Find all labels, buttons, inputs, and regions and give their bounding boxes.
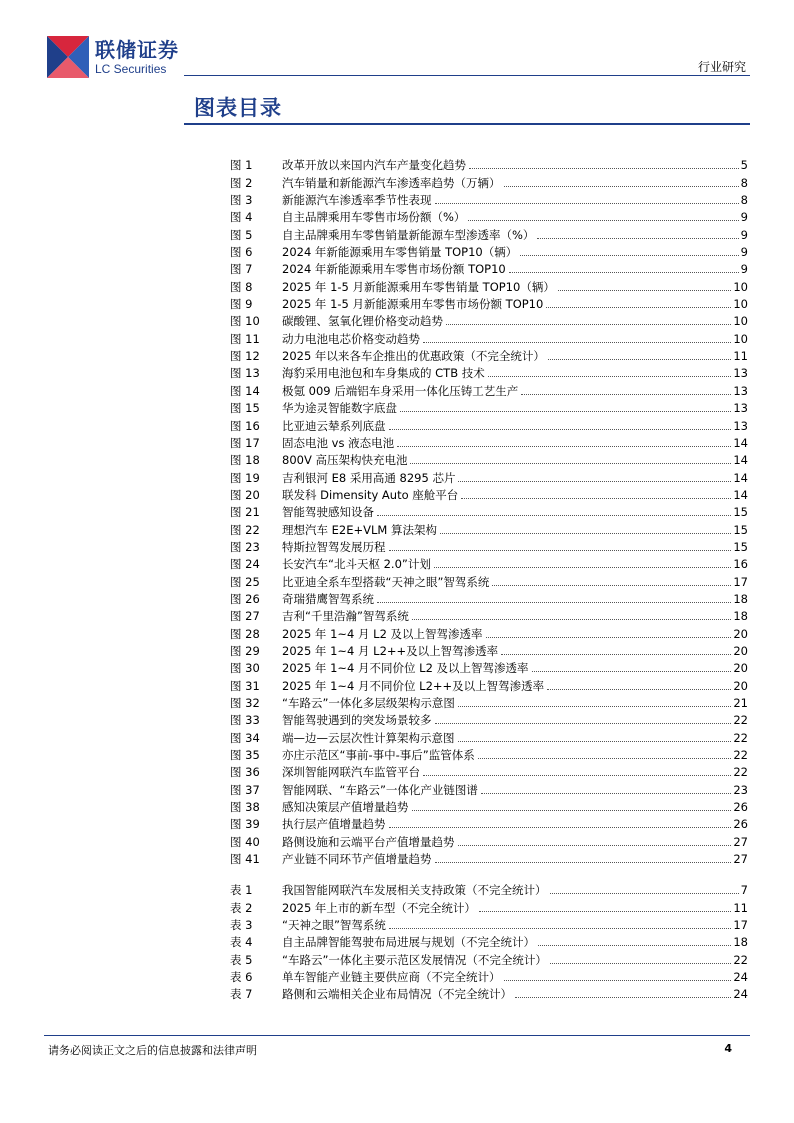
- figure-entry[interactable]: [230, 468, 748, 485]
- figure-title: 2025 年以来各车企推出的优惠政策（不完全统计）: [282, 349, 545, 364]
- figure-label: 图 5: [230, 227, 253, 242]
- figure-page: 20: [733, 678, 748, 693]
- figure-entry[interactable]: [230, 728, 748, 745]
- table-entry[interactable]: [230, 933, 748, 950]
- figure-page: 8: [740, 175, 748, 190]
- dot-leader: [446, 324, 731, 325]
- dot-leader: [548, 359, 731, 360]
- table-title: 路侧和云端相关企业布局情况（不完全统计）: [282, 987, 512, 1002]
- figure-page: 15: [733, 539, 748, 554]
- figure-title: 2025 年 1~4 月不同价位 L2++及以上智驾渗透率: [282, 678, 545, 693]
- figure-title: 比亚迪云辇系列底盘: [282, 418, 386, 433]
- figure-page: 11: [733, 349, 748, 364]
- figure-label: 图 22: [230, 522, 260, 537]
- figure-page: 13: [733, 418, 748, 433]
- figure-title: 2025 年 1~4 月 L2 及以上智驾渗透率: [282, 626, 483, 641]
- figure-label: 图 6: [230, 245, 253, 260]
- figure-page: 13: [733, 401, 748, 416]
- figure-title: 汽车销量和新能源汽车渗透率趋势（万辆）: [282, 175, 501, 190]
- table-label: 表 7: [230, 987, 253, 1002]
- figure-entry[interactable]: [230, 364, 748, 381]
- table-label: 表 3: [230, 918, 253, 933]
- dot-leader: [558, 290, 732, 291]
- dot-leader: [504, 186, 739, 187]
- figure-page: 22: [733, 713, 748, 728]
- figure-page: 27: [733, 852, 748, 867]
- figure-entry[interactable]: [230, 676, 748, 693]
- figure-title: 特斯拉智驾发展历程: [282, 539, 386, 554]
- figure-list: [230, 156, 748, 867]
- title-box: [184, 88, 750, 125]
- figure-entry[interactable]: [230, 538, 748, 555]
- dot-leader: [435, 723, 732, 724]
- figure-label: 图 25: [230, 574, 260, 589]
- figure-page: 9: [740, 210, 748, 225]
- table-entry[interactable]: [230, 985, 748, 1002]
- figure-page: 8: [740, 193, 748, 208]
- figure-label: 图 26: [230, 591, 260, 606]
- figure-entry[interactable]: [230, 191, 748, 208]
- figure-label: 图 34: [230, 730, 260, 745]
- table-label: 表 1: [230, 883, 253, 898]
- figure-label: 图 7: [230, 262, 253, 277]
- figure-title: 2024 年新能源乘用车零售销量 TOP10（辆）: [282, 245, 518, 260]
- figure-entry[interactable]: [230, 798, 748, 815]
- dot-leader: [504, 980, 732, 981]
- figure-entry[interactable]: [230, 815, 748, 832]
- dot-leader: [377, 515, 731, 516]
- figure-page: 15: [733, 505, 748, 520]
- figure-label: 图 4: [230, 210, 253, 225]
- dot-leader: [478, 758, 732, 759]
- dot-leader: [412, 810, 732, 811]
- figure-page: 10: [733, 279, 748, 294]
- table-label: 表 5: [230, 952, 253, 967]
- figure-entry[interactable]: [230, 243, 748, 260]
- table-title: “天神之眼”智驾系统: [282, 918, 386, 933]
- section-label: 行业研究: [697, 60, 746, 74]
- figure-title: 800V 高压架构快充电池: [282, 453, 408, 468]
- dot-leader: [389, 827, 732, 828]
- figure-title: 碳酸锂、氢氧化锂价格变动趋势: [282, 314, 443, 329]
- figure-page: 21: [733, 696, 748, 710]
- figure-entry[interactable]: [230, 780, 748, 797]
- table-page: 7: [740, 883, 748, 898]
- figure-entry[interactable]: [230, 225, 748, 242]
- brand-name-en: LC Securities: [95, 61, 167, 76]
- figure-entry[interactable]: [230, 347, 748, 364]
- table-entry[interactable]: [230, 916, 748, 933]
- figure-label: 图 17: [230, 435, 260, 450]
- figure-page: 14: [733, 470, 748, 485]
- figure-label: 图 9: [230, 297, 253, 312]
- lc-securities-logo-icon: [47, 36, 89, 78]
- figure-entry[interactable]: [230, 260, 748, 277]
- dot-leader: [397, 446, 731, 447]
- dot-leader: [389, 550, 732, 551]
- figure-entry[interactable]: [230, 694, 748, 711]
- company-logo: [47, 36, 179, 78]
- figure-page: 13: [733, 383, 748, 398]
- dot-leader: [423, 342, 731, 343]
- figure-title: 2025 年 1~4 月 L2++及以上智驾渗透率: [282, 643, 499, 658]
- figure-title: 华为途灵智能数字底盘: [282, 401, 397, 416]
- figure-page: 26: [733, 817, 748, 832]
- figure-entry[interactable]: [230, 312, 748, 329]
- dot-leader: [461, 498, 731, 499]
- figure-entry[interactable]: [230, 850, 748, 867]
- table-page: 24: [733, 970, 748, 985]
- figure-label: 图 28: [230, 626, 260, 641]
- figure-entry[interactable]: [230, 434, 748, 451]
- figure-title: 执行层产值增量趋势: [282, 817, 386, 832]
- figure-label: 图 16: [230, 418, 260, 433]
- table-page: 22: [733, 952, 748, 967]
- figure-title: 智能网联、“车路云”一体化产业链图谱: [282, 782, 478, 797]
- figure-label: 图 30: [230, 661, 260, 676]
- figure-page: 10: [733, 331, 748, 346]
- figure-title: 智能驾驶感知设备: [282, 505, 374, 520]
- figure-page: 26: [733, 800, 748, 815]
- dot-leader: [501, 654, 731, 655]
- table-page: 17: [733, 918, 748, 933]
- dot-leader: [521, 394, 731, 395]
- table-entry[interactable]: [230, 881, 748, 898]
- figure-title: 固态电池 vs 液态电池: [282, 435, 395, 450]
- figure-entry[interactable]: [230, 295, 748, 312]
- figure-entry[interactable]: [230, 208, 748, 225]
- dot-leader: [389, 928, 731, 929]
- figure-page: 10: [733, 297, 748, 312]
- dot-leader: [389, 429, 732, 430]
- table-title: 我国智能网联汽车发展相关支持政策（不完全统计）: [282, 883, 547, 898]
- figure-label: 图 40: [230, 834, 260, 849]
- table-page: 24: [733, 987, 748, 1002]
- figure-title: 新能源汽车渗透率季节性表现: [282, 193, 432, 208]
- figure-label: 图 32: [230, 696, 260, 710]
- figure-page: 20: [733, 661, 748, 676]
- figure-page: 22: [733, 730, 748, 745]
- figure-page: 15: [733, 522, 748, 537]
- dot-leader: [458, 481, 731, 482]
- figure-page: 10: [733, 314, 748, 329]
- figure-entry[interactable]: [230, 711, 748, 728]
- figure-entry[interactable]: [230, 486, 748, 503]
- table-page: 18: [733, 935, 748, 950]
- figure-title: 产业链不同环节产值增量趋势: [282, 852, 432, 867]
- figure-title: 感知决策层产值增量趋势: [282, 800, 409, 815]
- figure-label: 图 11: [230, 331, 260, 346]
- figure-entry[interactable]: [230, 763, 748, 780]
- table-label: 表 2: [230, 900, 253, 915]
- table-label: 表 4: [230, 935, 253, 950]
- dot-leader: [469, 168, 739, 169]
- table-entry[interactable]: [230, 898, 748, 915]
- dot-leader: [412, 619, 731, 620]
- figure-entry[interactable]: [230, 520, 748, 537]
- figure-entry[interactable]: [230, 416, 748, 433]
- dot-leader: [520, 255, 738, 256]
- figure-title: 自主品牌乘用车零售市场份额（%）: [282, 210, 466, 225]
- figure-label: 图 18: [230, 453, 260, 468]
- table-title: 单车智能产业链主要供应商（不完全统计）: [282, 970, 501, 985]
- figure-page: 13: [733, 366, 748, 381]
- figure-title: 吉利“千里浩瀚”智驾系统: [282, 609, 409, 624]
- table-label: 表 6: [230, 970, 253, 985]
- figure-label: 图 21: [230, 505, 260, 520]
- dot-leader: [423, 775, 731, 776]
- figure-label: 图 12: [230, 349, 260, 364]
- figure-label: 图 13: [230, 366, 260, 381]
- figure-label: 图 39: [230, 817, 260, 832]
- table-title: 2025 年上市的新车型（不完全统计）: [282, 900, 476, 915]
- figure-entry[interactable]: [230, 451, 748, 468]
- dot-leader: [479, 911, 731, 912]
- figure-title: 理想汽车 E2E+VLM 算法架构: [282, 522, 437, 537]
- figure-label: 图 20: [230, 487, 260, 502]
- figure-entry[interactable]: [230, 572, 748, 589]
- brand-name-cn: 联储证券: [95, 37, 179, 62]
- dot-leader: [434, 567, 732, 568]
- dot-leader: [538, 945, 731, 946]
- dot-leader: [400, 411, 731, 412]
- figure-entry[interactable]: [230, 642, 748, 659]
- figure-title: 联发科 Dimensity Auto 座舱平台: [282, 487, 459, 502]
- figure-title: 动力电池电芯价格变动趋势: [282, 331, 420, 346]
- dot-leader: [410, 463, 731, 464]
- figure-page: 18: [733, 609, 748, 624]
- figure-title: 2025 年 1~4 月不同价位 L2 及以上智驾渗透率: [282, 661, 529, 676]
- figure-label: 图 38: [230, 800, 260, 815]
- dot-leader: [458, 845, 732, 846]
- figure-title: 奇瑞猎鹰智驾系统: [282, 591, 374, 606]
- figure-entry[interactable]: [230, 746, 748, 763]
- figure-entry[interactable]: [230, 659, 748, 676]
- dot-leader: [468, 220, 738, 221]
- dot-leader: [550, 963, 731, 964]
- figure-title: 比亚迪全系车型搭载“天神之眼”智驾系统: [282, 574, 490, 589]
- figure-page: 9: [740, 227, 748, 242]
- figure-entry[interactable]: [230, 624, 748, 641]
- dot-leader: [458, 741, 732, 742]
- figure-label: 图 3: [230, 193, 253, 208]
- figure-title: 智能驾驶遇到的突发场景较多: [282, 713, 432, 728]
- figure-page: 5: [740, 158, 748, 173]
- figure-entry[interactable]: [230, 381, 748, 398]
- figure-label: 图 8: [230, 279, 253, 294]
- dot-leader: [550, 893, 739, 894]
- dot-leader: [440, 533, 731, 534]
- figure-title: 长安汽车“北斗天枢 2.0”计划: [282, 557, 431, 572]
- figure-title: 2025 年 1-5 月新能源乘用车零售市场份额 TOP10: [282, 297, 544, 312]
- figure-page: 27: [733, 834, 748, 849]
- footer-divider: [44, 1035, 750, 1036]
- figure-page: 9: [740, 262, 748, 277]
- table-list: [230, 881, 748, 1002]
- figure-label: 图 19: [230, 470, 260, 485]
- figure-page: 14: [733, 487, 748, 502]
- figure-title: 2024 年新能源乘用车零售市场份额 TOP10: [282, 262, 506, 277]
- figure-label: 图 35: [230, 748, 260, 763]
- table-entry[interactable]: [230, 950, 748, 967]
- figure-label: 图 36: [230, 765, 260, 780]
- table-title: “车路云”一体化主要示范区发展情况（不完全统计）: [282, 952, 547, 967]
- figure-entry[interactable]: [230, 156, 748, 173]
- footer-disclaimer: 请务必阅读正文之后的信息披露和法律声明: [48, 1044, 257, 1057]
- figure-page: 14: [733, 435, 748, 450]
- figure-title: 海豹采用电池包和车身集成的 CTB 技术: [282, 366, 485, 381]
- figure-title: 自主品牌乘用车零售销量新能源车型渗透率（%）: [282, 227, 535, 242]
- dot-leader: [481, 793, 731, 794]
- figure-entry[interactable]: [230, 590, 748, 607]
- figure-label: 图 24: [230, 557, 260, 572]
- figure-page: 22: [733, 748, 748, 763]
- figure-label: 图 2: [230, 175, 253, 190]
- figure-page: 17: [733, 574, 748, 589]
- dot-leader: [546, 307, 731, 308]
- figure-label: 图 23: [230, 539, 260, 554]
- figure-label: 图 14: [230, 383, 260, 398]
- figure-entry[interactable]: [230, 555, 748, 572]
- figure-entry[interactable]: [230, 173, 748, 190]
- figure-title: 2025 年 1-5 月新能源乘用车零售销量 TOP10（辆）: [282, 279, 555, 294]
- figure-label: 图 37: [230, 782, 260, 797]
- dot-leader: [547, 689, 731, 690]
- figure-entry[interactable]: [230, 277, 748, 294]
- figure-title: 亦庄示范区“事前-事中-事后”监管体系: [282, 748, 475, 763]
- figure-entry[interactable]: [230, 607, 748, 624]
- figure-title: 改革开放以来国内汽车产量变化趋势: [282, 158, 466, 173]
- dot-leader: [377, 602, 731, 603]
- figure-title: 端—边—云层次性计算架构示意图: [282, 730, 455, 745]
- dot-leader: [488, 376, 732, 377]
- dot-leader: [435, 203, 739, 204]
- page-title: 图表目录: [194, 95, 282, 120]
- figure-page: 16: [733, 557, 748, 572]
- dot-leader: [509, 272, 739, 273]
- dot-leader: [486, 637, 732, 638]
- dot-leader: [492, 585, 731, 586]
- figure-title: 路侧设施和云端平台产值增量趋势: [282, 834, 455, 849]
- figure-page: 18: [733, 591, 748, 606]
- figure-label: 图 15: [230, 401, 260, 416]
- dot-leader: [532, 671, 732, 672]
- figure-page: 23: [733, 782, 748, 797]
- dot-leader: [537, 238, 738, 239]
- figure-page: 22: [733, 765, 748, 780]
- figure-label: 图 29: [230, 643, 260, 658]
- figure-entry[interactable]: [230, 329, 748, 346]
- header-divider: [184, 75, 750, 76]
- dot-leader: [515, 997, 731, 998]
- figure-label: 图 41: [230, 852, 260, 867]
- figure-entry[interactable]: [230, 832, 748, 849]
- figure-title: 吉利银河 E8 采用高通 8295 芯片: [282, 470, 456, 485]
- figure-label: 图 33: [230, 713, 260, 728]
- figure-label: 图 31: [230, 678, 260, 693]
- figure-title: 深圳智能网联汽车监管平台: [282, 765, 420, 780]
- figure-page: 14: [733, 453, 748, 468]
- dot-leader: [435, 862, 732, 863]
- figure-label: 图 10: [230, 314, 260, 329]
- figure-entry[interactable]: [230, 503, 748, 520]
- figure-page: 20: [733, 626, 748, 641]
- figure-title: 极氪 009 后端铝车身采用一体化压铸工艺生产: [282, 383, 519, 398]
- figure-page: 9: [740, 245, 748, 260]
- figure-label: 图 27: [230, 609, 260, 624]
- figure-entry[interactable]: [230, 399, 748, 416]
- figure-title: “车路云”一体化多层级架构示意图: [282, 696, 455, 710]
- table-page: 11: [733, 900, 748, 915]
- figure-label: 图 1: [230, 158, 253, 173]
- table-entry[interactable]: [230, 968, 748, 985]
- page-number: 4: [724, 1042, 732, 1055]
- table-title: 自主品牌智能驾驶布局进展与规划（不完全统计）: [282, 935, 535, 950]
- figure-page: 20: [733, 643, 748, 658]
- dot-leader: [458, 706, 731, 707]
